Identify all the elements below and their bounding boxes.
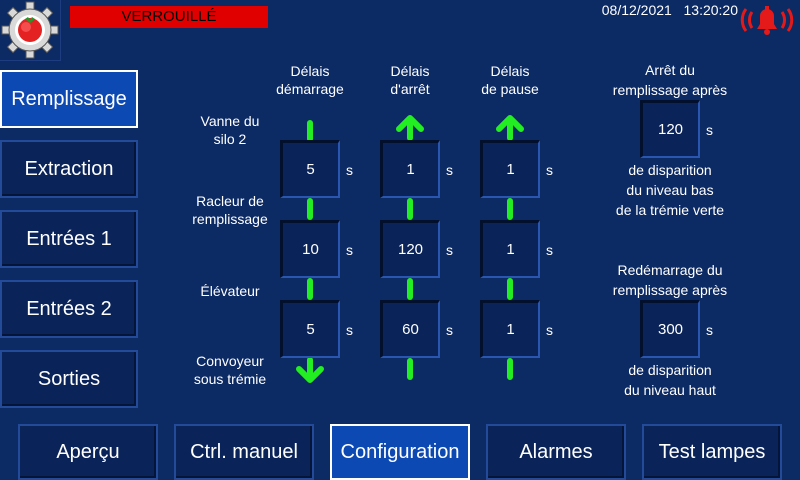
- alarm-bell-icon: [740, 2, 794, 38]
- stop-filling-title: [590, 60, 750, 100]
- stop-delay-filling-scraper-input[interactable]: 120: [380, 220, 440, 278]
- row-label-silo-valve: [180, 112, 280, 148]
- flow-bar: [307, 120, 313, 142]
- date-text: 08/12/2021: [601, 2, 672, 18]
- flow-bar: [507, 198, 513, 220]
- column-header-stop-delay: [360, 62, 460, 98]
- stop-delay-elevator-input[interactable]: 60: [380, 300, 440, 358]
- unit-label: s: [446, 322, 453, 338]
- sidebar-item-remplissage[interactable]: Remplissage: [0, 70, 138, 128]
- flow-bar: [407, 198, 413, 220]
- start-delay-silo-valve-input[interactable]: 5: [280, 140, 340, 198]
- unit-label: s: [546, 242, 553, 258]
- unit-label: s: [446, 162, 453, 178]
- stop-filling-title-line1: Arrêt du: [645, 62, 695, 78]
- start-delay-elevator-input[interactable]: 5: [280, 300, 340, 358]
- alarm-bell-button[interactable]: [740, 2, 794, 38]
- column-header-line2: démarrage: [276, 81, 344, 97]
- column-header-line2: d'arrêt: [390, 81, 430, 97]
- column-header-pause-delay: [460, 62, 560, 98]
- unit-label: s: [346, 322, 353, 338]
- row-label-line2: silo 2: [213, 131, 247, 147]
- tab-alarmes[interactable]: Alarmes: [486, 424, 626, 480]
- restart-filling-title-line2: remplissage après: [612, 282, 728, 298]
- restart-filling-description: [590, 360, 750, 400]
- restart-filling-title: [590, 260, 750, 300]
- tab-test-lampes[interactable]: Test lampes: [642, 424, 782, 480]
- row-label-line2: remplissage: [192, 211, 268, 227]
- restart-filling-desc-line2: du niveau haut: [624, 382, 716, 398]
- unit-label: s: [546, 162, 553, 178]
- column-header-line1: Délais: [490, 63, 530, 79]
- flow-bar: [507, 278, 513, 300]
- lock-status-badge: VERROUILLÉ: [70, 6, 268, 28]
- unit-label: s: [546, 322, 553, 338]
- column-header-start-delay: [260, 62, 360, 98]
- pause-delay-silo-valve-input[interactable]: 1: [480, 140, 540, 198]
- restart-filling-delay-input[interactable]: 300: [640, 300, 700, 358]
- row-label-line1: Élévateur: [200, 283, 260, 299]
- stop-filling-desc-line2: du niveau bas: [626, 182, 714, 198]
- tab-configuration[interactable]: Configuration: [330, 424, 470, 480]
- sidebar-item-entrees-2[interactable]: Entrées 2: [0, 280, 138, 338]
- flow-bar: [407, 278, 413, 300]
- pause-delay-elevator-input[interactable]: 1: [480, 300, 540, 358]
- start-delay-filling-scraper-input[interactable]: 10: [280, 220, 340, 278]
- tab-apercu[interactable]: Aperçu: [18, 424, 158, 480]
- gear-with-tomato-icon: [0, 0, 60, 60]
- column-header-line1: Délais: [290, 63, 330, 79]
- stop-filling-description: [590, 160, 750, 220]
- row-label-elevator: [180, 282, 280, 300]
- arrow-up-icon: [495, 114, 525, 140]
- row-label-line1: Vanne du: [200, 113, 260, 129]
- restart-filling-desc-line1: de disparition: [628, 362, 712, 378]
- stop-filling-title-line2: remplissage après: [612, 82, 728, 98]
- unit-label: s: [446, 242, 453, 258]
- column-header-line1: Délais: [390, 63, 430, 79]
- row-label-line1: Convoyeur: [196, 353, 264, 369]
- arrow-down-icon: [295, 358, 325, 384]
- stop-filling-delay-input[interactable]: 120: [640, 100, 700, 158]
- pause-delay-filling-scraper-input[interactable]: 1: [480, 220, 540, 278]
- stop-filling-desc-line3: de la trémie verte: [615, 202, 725, 218]
- datetime-display: [602, 2, 738, 18]
- tab-ctrl-manuel[interactable]: Ctrl. manuel: [174, 424, 314, 480]
- flow-bar: [307, 198, 313, 220]
- restart-filling-title-line1: Redémarrage du: [617, 262, 723, 278]
- sidebar-item-entrees-1[interactable]: Entrées 1: [0, 210, 138, 268]
- flow-bar: [507, 358, 513, 380]
- column-header-line2: de pause: [481, 81, 539, 97]
- sidebar-item-sorties[interactable]: Sorties: [0, 350, 138, 408]
- unit-label: s: [706, 322, 713, 338]
- flow-bar: [407, 358, 413, 380]
- time-text: 13:20:20: [683, 2, 738, 18]
- unit-label: s: [346, 242, 353, 258]
- row-label-line1: Racleur de: [196, 193, 264, 209]
- stop-filling-desc-line1: de disparition: [628, 162, 712, 178]
- row-label-line2: sous trémie: [193, 371, 267, 387]
- sidebar-item-extraction[interactable]: Extraction: [0, 140, 138, 198]
- unit-label: s: [706, 122, 713, 138]
- flow-bar: [307, 278, 313, 300]
- app-logo: [0, 0, 61, 61]
- arrow-up-icon: [395, 114, 425, 140]
- stop-delay-silo-valve-input[interactable]: 1: [380, 140, 440, 198]
- unit-label: s: [346, 162, 353, 178]
- row-label-filling-scraper: [180, 192, 280, 228]
- row-label-hopper-conveyor: [180, 352, 280, 388]
